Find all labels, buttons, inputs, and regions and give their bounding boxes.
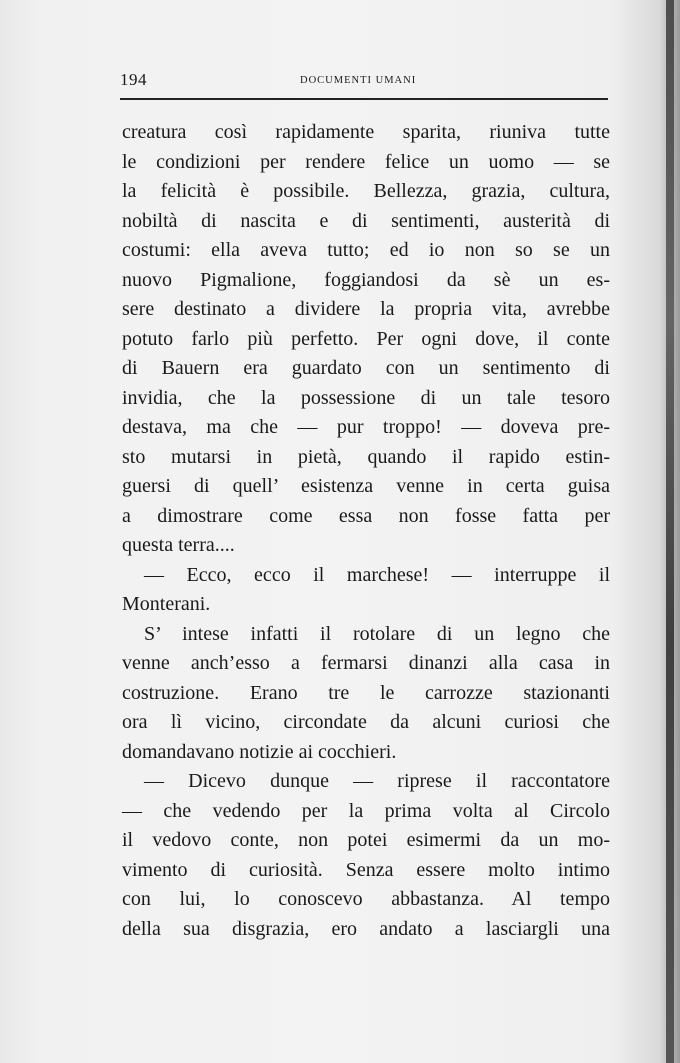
text-line: venne anch’esso a fermarsi dinanzi alla casa in — [122, 652, 610, 674]
text-line: invidia, che la possessione di un tale tesoro — [122, 386, 610, 409]
text-line: guersi di quell’ esistenza venne in certa guisa — [122, 475, 610, 497]
text-line: vimento di curiosità. Senza essere molto intimo — [122, 858, 610, 881]
text-line: a dimostrare come essa non fosse fatta per — [122, 504, 610, 527]
text-line: — Dicevo dunque — riprese il raccontatore — [144, 770, 610, 792]
text-line: sto mutarsi in pietà, quando il rapido estin- — [122, 445, 610, 468]
text-line: costumi: ella aveva tutto; ed io non so se un — [122, 239, 610, 261]
text-line: nobiltà di nascita e di sentimenti, austerità di — [122, 209, 610, 232]
header-rule — [120, 98, 608, 100]
text-line: costruzione. Erano tre le carrozze stazionanti — [122, 681, 610, 704]
text-line: destava, ma che — pur troppo! — doveva pre- — [122, 416, 610, 438]
text-line: nuovo Pigmalione, foggiandosi da sè un es- — [122, 268, 610, 291]
book-binding-edge — [666, 0, 674, 1063]
text-line: potuto farlo più perfetto. Per ogni dove, il conte — [122, 327, 610, 350]
text-line: le condizioni per rendere felice un uomo — se — [122, 150, 610, 173]
text-line: il vedovo conte, non potei esimermi da un mo- — [122, 829, 610, 851]
body-text — [122, 118, 610, 944]
text-line: ora lì vicino, circondate da alcuni curiosi che — [122, 711, 610, 733]
text-line: sere destinato a dividere la propria vita, avrebbe — [122, 298, 610, 320]
text-line: di Bauern era guardato con un sentimento di — [122, 357, 610, 379]
text-line: domandavano notizie ai cocchieri. — [122, 740, 397, 763]
text-line: con lui, lo conoscevo abbastanza. Al tempo — [122, 888, 610, 910]
text-line: la felicità è possibile. Bellezza, grazia, cultura, — [122, 180, 610, 202]
text-line: — che vedendo per la prima volta al Circolo — [122, 799, 610, 822]
page-header — [120, 70, 608, 94]
text-line: della sua disgrazia, ero andato a lasciargli una — [122, 917, 610, 940]
running-title: DOCUMENTI UMANI — [300, 75, 417, 86]
text-line: creatura così rapidamente sparita, riuniva tutte — [122, 121, 610, 143]
text-line: Monterani. — [122, 593, 211, 615]
text-line: questa terra.... — [122, 534, 235, 556]
text-line: S’ intese infatti il rotolare di un legno che — [144, 622, 610, 645]
text-line: — Ecco, ecco il marchese! — interruppe il — [144, 563, 610, 586]
page-number: 194 — [120, 70, 147, 89]
